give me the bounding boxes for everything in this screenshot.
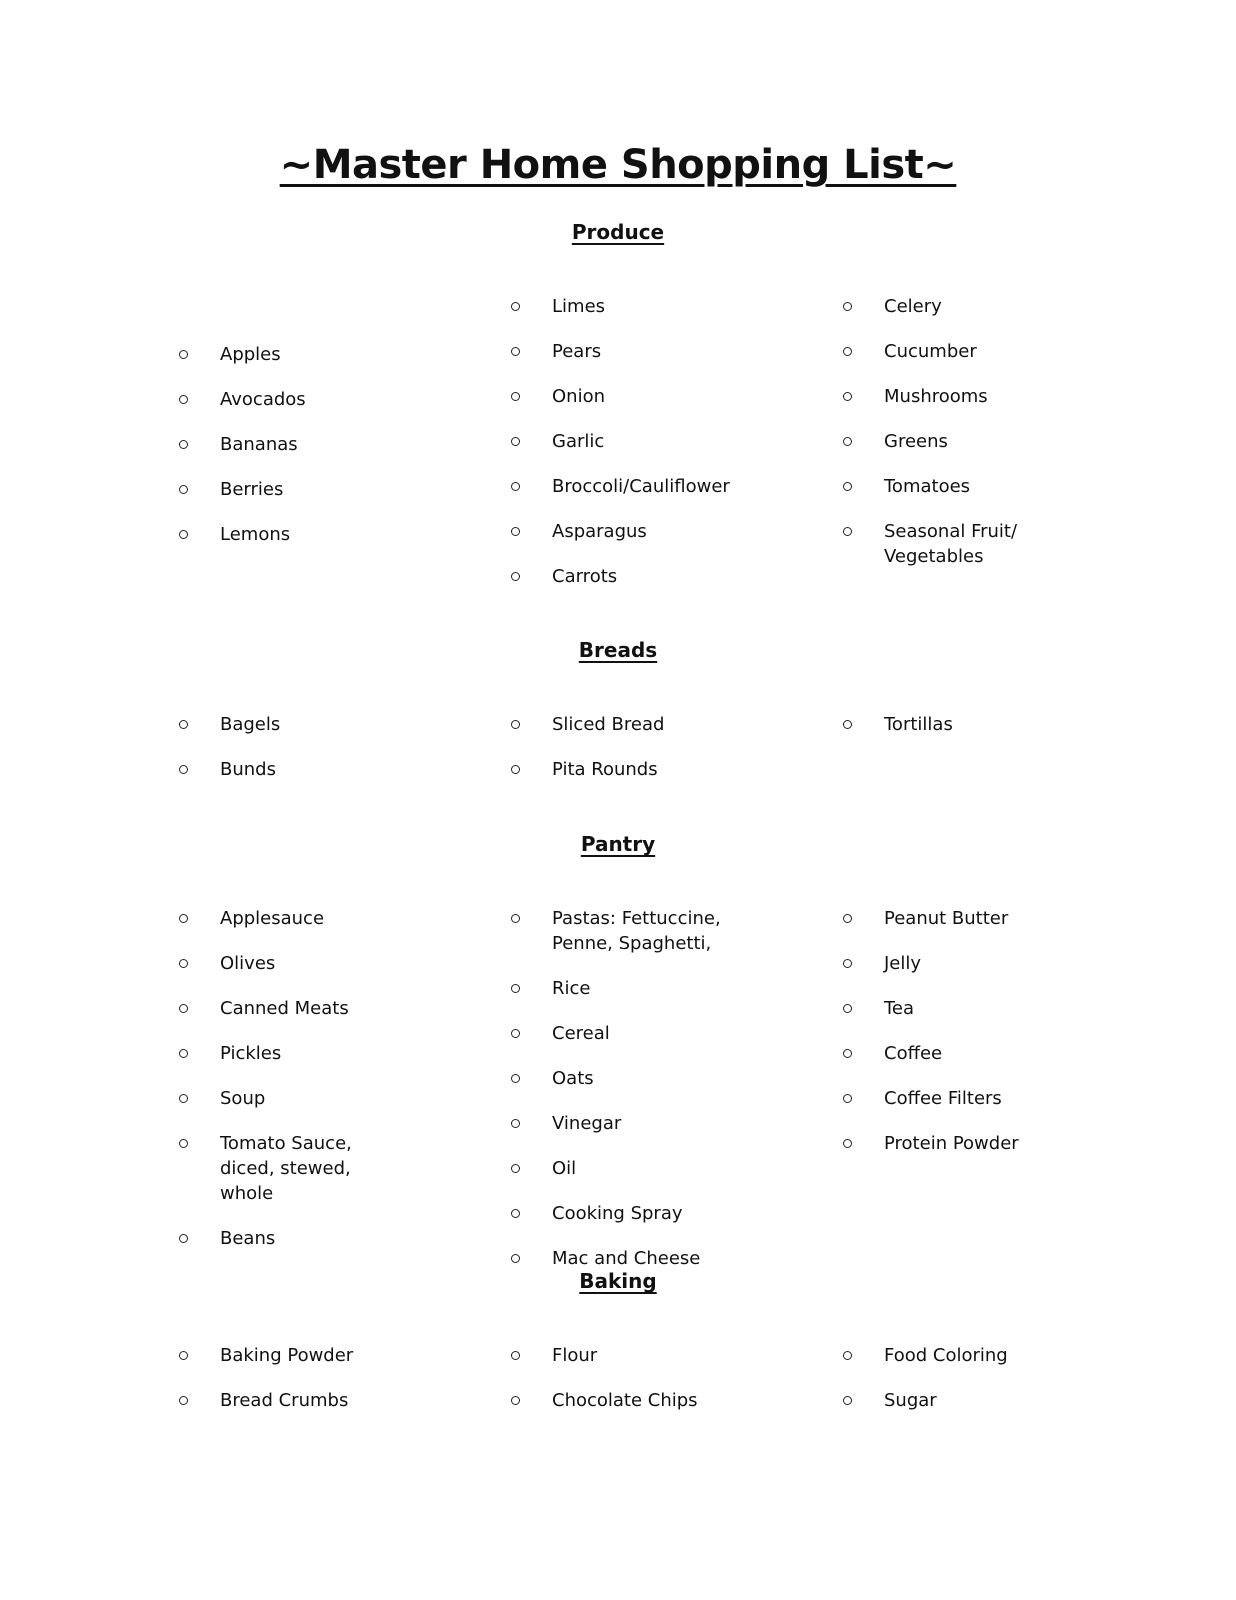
list-item-label: Bread Crumbs bbox=[220, 1390, 349, 1411]
list-item bbox=[516, 564, 816, 589]
list-item bbox=[516, 474, 816, 499]
list-item bbox=[848, 1041, 1148, 1066]
list-item bbox=[848, 1086, 1148, 1111]
hollow-bullet-icon bbox=[843, 527, 852, 536]
list-item bbox=[184, 906, 484, 931]
section-heading-produce: Produce bbox=[571, 220, 665, 244]
hollow-bullet-icon bbox=[511, 482, 520, 491]
list-item bbox=[184, 757, 484, 782]
hollow-bullet-icon bbox=[843, 1396, 852, 1405]
list-item-label: Bananas bbox=[220, 434, 298, 455]
list-item-label: Cucumber bbox=[884, 341, 977, 362]
list-item-label: Apples bbox=[220, 344, 281, 365]
list-item bbox=[184, 951, 484, 976]
list-item bbox=[848, 712, 1148, 737]
list-item bbox=[516, 1066, 816, 1091]
list-item-label: Limes bbox=[552, 296, 606, 317]
hollow-bullet-icon bbox=[511, 347, 520, 356]
list-item-label: Canned Meats bbox=[220, 998, 349, 1019]
list-item bbox=[848, 1343, 1148, 1368]
list-item bbox=[848, 429, 1148, 454]
list-item-label: Cereal bbox=[552, 1023, 610, 1044]
list-item bbox=[184, 432, 484, 457]
hollow-bullet-icon bbox=[179, 1049, 188, 1058]
hollow-bullet-icon bbox=[843, 1094, 852, 1103]
breads-column-2 bbox=[516, 712, 816, 802]
list-item bbox=[516, 1388, 816, 1413]
list-item bbox=[848, 906, 1148, 931]
list-item-label: Rice bbox=[552, 978, 591, 999]
list-item bbox=[184, 1226, 484, 1251]
list-item bbox=[184, 1086, 484, 1111]
list-item bbox=[516, 976, 816, 1001]
pantry-column-1 bbox=[184, 906, 484, 1271]
produce-column-2 bbox=[516, 294, 816, 609]
hollow-bullet-icon bbox=[179, 530, 188, 539]
list-item-label: Mushrooms bbox=[884, 386, 988, 407]
hollow-bullet-icon bbox=[843, 959, 852, 968]
list-item-label: Pita Rounds bbox=[552, 759, 658, 780]
list-item-label: Greens bbox=[884, 431, 948, 452]
list-item bbox=[184, 1343, 484, 1368]
list-item-label: Sliced Bread bbox=[552, 714, 665, 735]
list-item-label: Flour bbox=[552, 1345, 598, 1366]
hollow-bullet-icon bbox=[843, 302, 852, 311]
page-title: ~Master Home Shopping List~ bbox=[279, 142, 957, 188]
hollow-bullet-icon bbox=[511, 302, 520, 311]
section-heading-baking: Baking bbox=[579, 1269, 657, 1293]
list-item-label: Vinegar bbox=[552, 1113, 622, 1134]
list-item bbox=[184, 712, 484, 737]
list-item-label: Garlic bbox=[552, 431, 605, 452]
list-item bbox=[848, 951, 1148, 976]
hollow-bullet-icon bbox=[843, 720, 852, 729]
baking-column-2 bbox=[516, 1343, 816, 1433]
produce-column-3 bbox=[848, 294, 1148, 589]
list-item-label: Jelly bbox=[884, 953, 922, 974]
list-item-label: Onion bbox=[552, 386, 605, 407]
list-item-label: Oil bbox=[552, 1158, 577, 1179]
list-item-label: Mac and Cheese bbox=[552, 1248, 701, 1269]
hollow-bullet-icon bbox=[511, 765, 520, 774]
breads-column-3 bbox=[848, 712, 1148, 757]
list-item bbox=[516, 1021, 816, 1046]
hollow-bullet-icon bbox=[843, 437, 852, 446]
list-item bbox=[516, 294, 816, 319]
hollow-bullet-icon bbox=[511, 572, 520, 581]
list-item-label: Food Coloring bbox=[884, 1345, 1008, 1366]
list-item bbox=[848, 384, 1148, 409]
hollow-bullet-icon bbox=[843, 1049, 852, 1058]
hollow-bullet-icon bbox=[179, 765, 188, 774]
list-item-label: Tea bbox=[884, 998, 915, 1019]
list-item bbox=[848, 1388, 1148, 1413]
list-item bbox=[184, 1131, 484, 1206]
hollow-bullet-icon bbox=[511, 1029, 520, 1038]
list-item-label: Peanut Butter bbox=[884, 908, 1009, 929]
hollow-bullet-icon bbox=[843, 914, 852, 923]
list-item bbox=[516, 1111, 816, 1136]
baking-column-1 bbox=[184, 1343, 484, 1433]
list-item-label: Baking Powder bbox=[220, 1345, 354, 1366]
list-item-label: Applesauce bbox=[220, 908, 325, 929]
hollow-bullet-icon bbox=[511, 1209, 520, 1218]
hollow-bullet-icon bbox=[843, 482, 852, 491]
list-item-label: Pears bbox=[552, 341, 602, 362]
hollow-bullet-icon bbox=[511, 1074, 520, 1083]
list-item-label: Seasonal Fruit/ Vegetables bbox=[884, 521, 1018, 567]
list-item bbox=[516, 906, 816, 956]
hollow-bullet-icon bbox=[511, 1396, 520, 1405]
breads-column-1 bbox=[184, 712, 484, 802]
list-item-label: Lemons bbox=[220, 524, 291, 545]
list-item-label: Sugar bbox=[884, 1390, 937, 1411]
hollow-bullet-icon bbox=[179, 914, 188, 923]
list-item bbox=[848, 474, 1148, 499]
list-item-label: Oats bbox=[552, 1068, 594, 1089]
list-item-label: Avocados bbox=[220, 389, 306, 410]
list-item-label: Tortillas bbox=[884, 714, 953, 735]
hollow-bullet-icon bbox=[511, 984, 520, 993]
hollow-bullet-icon bbox=[511, 1164, 520, 1173]
list-item bbox=[184, 1041, 484, 1066]
hollow-bullet-icon bbox=[179, 959, 188, 968]
list-item bbox=[848, 339, 1148, 364]
list-item-label: Olives bbox=[220, 953, 276, 974]
pantry-column-2 bbox=[516, 906, 816, 1291]
list-item bbox=[848, 519, 1148, 569]
list-item-label: Bunds bbox=[220, 759, 276, 780]
hollow-bullet-icon bbox=[511, 1119, 520, 1128]
list-item bbox=[184, 996, 484, 1021]
list-item bbox=[184, 522, 484, 547]
hollow-bullet-icon bbox=[843, 1004, 852, 1013]
hollow-bullet-icon bbox=[511, 720, 520, 729]
list-item bbox=[516, 757, 816, 782]
list-item-label: Coffee Filters bbox=[884, 1088, 1002, 1109]
hollow-bullet-icon bbox=[179, 1351, 188, 1360]
hollow-bullet-icon bbox=[843, 392, 852, 401]
list-item bbox=[184, 1388, 484, 1413]
pantry-column-3 bbox=[848, 906, 1148, 1176]
hollow-bullet-icon bbox=[179, 440, 188, 449]
list-item bbox=[516, 519, 816, 544]
list-item bbox=[516, 1201, 816, 1226]
list-item bbox=[516, 429, 816, 454]
hollow-bullet-icon bbox=[179, 720, 188, 729]
list-item bbox=[516, 339, 816, 364]
list-item-label: Berries bbox=[220, 479, 284, 500]
hollow-bullet-icon bbox=[179, 485, 188, 494]
list-item-label: Beans bbox=[220, 1228, 276, 1249]
hollow-bullet-icon bbox=[179, 350, 188, 359]
list-item-label: Bagels bbox=[220, 714, 281, 735]
hollow-bullet-icon bbox=[511, 437, 520, 446]
list-item-label: Pastas: Fettuccine, Penne, Spaghetti, bbox=[552, 908, 721, 954]
hollow-bullet-icon bbox=[511, 1351, 520, 1360]
list-item bbox=[516, 1246, 816, 1271]
hollow-bullet-icon bbox=[843, 1351, 852, 1360]
list-item bbox=[848, 1131, 1148, 1156]
hollow-bullet-icon bbox=[179, 1234, 188, 1243]
list-item bbox=[516, 384, 816, 409]
hollow-bullet-icon bbox=[179, 1094, 188, 1103]
list-item-label: Cooking Spray bbox=[552, 1203, 683, 1224]
hollow-bullet-icon bbox=[511, 392, 520, 401]
produce-column-1 bbox=[184, 342, 484, 567]
hollow-bullet-icon bbox=[179, 395, 188, 404]
list-item-label: Celery bbox=[884, 296, 942, 317]
list-item-label: Asparagus bbox=[552, 521, 647, 542]
list-item-label: Tomatoes bbox=[884, 476, 971, 497]
list-item bbox=[516, 1156, 816, 1181]
list-item bbox=[848, 996, 1148, 1021]
baking-column-3 bbox=[848, 1343, 1148, 1433]
hollow-bullet-icon bbox=[179, 1139, 188, 1148]
section-heading-pantry: Pantry bbox=[580, 832, 656, 856]
list-item bbox=[516, 1343, 816, 1368]
hollow-bullet-icon bbox=[511, 527, 520, 536]
list-item-label: Pickles bbox=[220, 1043, 282, 1064]
section-heading-breads: Breads bbox=[578, 638, 658, 662]
list-item bbox=[184, 342, 484, 367]
list-item bbox=[184, 477, 484, 502]
list-item bbox=[184, 387, 484, 412]
hollow-bullet-icon bbox=[179, 1396, 188, 1405]
hollow-bullet-icon bbox=[179, 1004, 188, 1013]
list-item-label: Protein Powder bbox=[884, 1133, 1019, 1154]
list-item-label: Coffee bbox=[884, 1043, 943, 1064]
list-item-label: Chocolate Chips bbox=[552, 1390, 698, 1411]
hollow-bullet-icon bbox=[843, 347, 852, 356]
list-item-label: Soup bbox=[220, 1088, 266, 1109]
list-item bbox=[516, 712, 816, 737]
hollow-bullet-icon bbox=[511, 914, 520, 923]
list-item bbox=[848, 294, 1148, 319]
hollow-bullet-icon bbox=[511, 1254, 520, 1263]
hollow-bullet-icon bbox=[843, 1139, 852, 1148]
list-item-label: Tomato Sauce, diced, stewed, whole bbox=[220, 1133, 352, 1204]
list-item-label: Carrots bbox=[552, 566, 618, 587]
list-item-label: Broccoli/Cauliflower bbox=[552, 476, 730, 497]
